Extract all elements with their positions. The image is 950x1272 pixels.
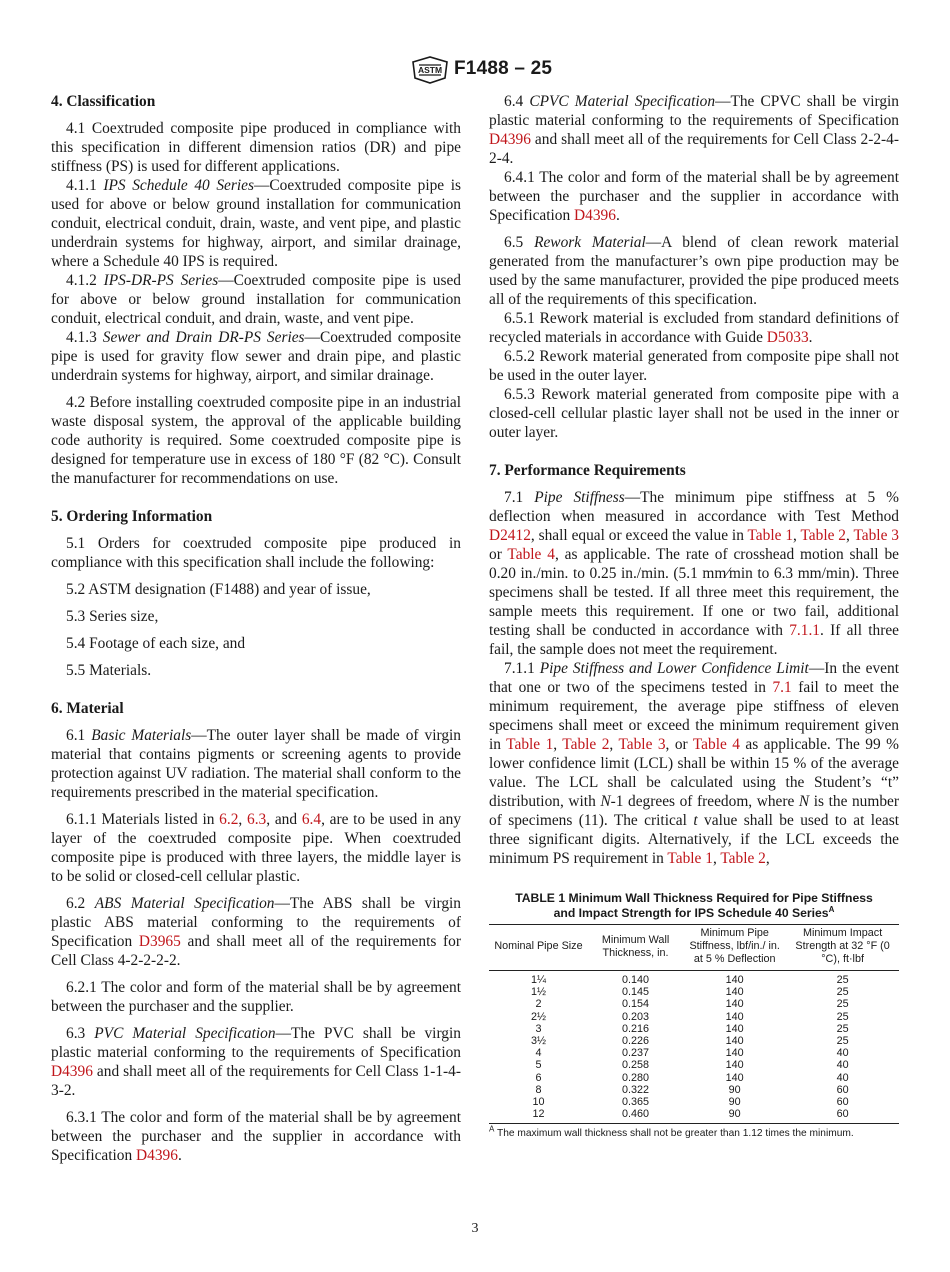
table-cell: 8 — [535, 1083, 542, 1096]
table-1 — [489, 924, 899, 1124]
table-cell: 60 — [836, 1096, 849, 1109]
table-cell: 3½ — [530, 1035, 546, 1048]
page-number: 3 — [471, 1221, 479, 1236]
table-cell: 140 — [725, 1035, 744, 1048]
ref-link-table-4[interactable]: Table 4 — [692, 736, 740, 753]
table-cell: 0.140 — [622, 974, 650, 986]
astm-logo-icon — [410, 56, 450, 84]
table-cell: 0.322 — [622, 1083, 650, 1096]
table-cell: 40 — [836, 1047, 849, 1060]
table-cell: 25 — [836, 1010, 849, 1023]
table-cell: 2 — [535, 998, 542, 1011]
ref-link-7-1[interactable]: 7.1 — [772, 679, 792, 696]
table-1-body — [489, 971, 899, 1124]
table-1-footnote: $^A$ The maximum wall thickness shall not be greater than 1.12 times the minimum. — [489, 1125, 854, 1140]
table-cell: 12 — [489, 1108, 588, 1124]
table-row — [489, 998, 899, 1010]
table-cell: 60 — [836, 1083, 849, 1096]
section-7-heading: 7. Performance Requirements — [489, 462, 686, 479]
paragraph-4-2: 4.2 Before installing coextruded composite pipe in an industrial waste disposal system, the approval of the applicable building code authority is required. Some coextruded composite pipe is designed for temperature use in excess of 180 °F (82 °C). Consult the manufacturer for recommendations on use. — [51, 394, 461, 487]
table-cell: 140 — [725, 1059, 744, 1072]
section-4-heading: 4. Classification — [51, 93, 156, 110]
ref-link-table-3[interactable]: Table 3 — [853, 527, 899, 544]
table-row — [489, 1059, 899, 1071]
table-row — [489, 1072, 899, 1084]
table-cell: 90 — [728, 1083, 741, 1096]
table-row — [489, 1096, 899, 1108]
paragraph-6-2: 6.2 ABS Material Specification—The ABS shall be virgin plastic ABS material conforming to the requirements of Specification D3965 and shall meet all of the requirements for Cell Class 4-2-2-2-2. — [51, 895, 462, 969]
table-row — [489, 986, 899, 998]
table-cell: 0.216 — [622, 1022, 650, 1035]
paragraph-5-2: 5.2 ASTM designation (F1488) and year of issue, — [66, 581, 371, 598]
table-row — [489, 1108, 899, 1124]
ref-link-table-1[interactable]: Table 1 — [667, 850, 713, 867]
document-designation: F1488 – 25 — [454, 58, 553, 79]
paragraph-7-1-1: 7.1.1 Pipe Stiffness and Lower Confidence Limit—In the event that one or two of the specimens tested in 7.1 fail to meet the minimum requirement, the average pipe stiffness of eleven specimens shall meet or exceed the minimum requirement given in Table 1, Table 2, Table 3, or Table 4 as applicable. The 99 % lower confidence limit (LCL) shall be within 15 % of the average value. The LCL shall be calculated using the Student’s “t” distribution, with N-1 degrees of freedom, where N is the number of specimens (11). The critical t value shall be used to at least three significant digits. Alternatively, if the LCL exceeds the minimum PS requirement in Table 1, Table 2, — [489, 660, 899, 867]
ref-link-table-2[interactable]: Table 2 — [720, 850, 766, 867]
table-cell: 140 — [725, 1010, 744, 1023]
section-6-heading: 6. Material — [51, 700, 124, 717]
table-cell: 40 — [836, 1059, 849, 1072]
right-column — [489, 92, 899, 1140]
column-header: Minimum Pipe Stiffness, lbf/in./ in. at 5 % Deflection — [683, 925, 786, 971]
table-cell: 140 — [725, 998, 744, 1011]
paragraph-5-5: 5.5 Materials. — [66, 662, 152, 679]
ref-link-table-3[interactable]: Table 3 — [618, 736, 666, 753]
table-cell: 140 — [725, 1071, 744, 1084]
ref-link-table-1[interactable]: Table 1 — [506, 736, 554, 753]
table-cell: 0.280 — [622, 1071, 650, 1084]
table-cell: 0.365 — [622, 1096, 650, 1109]
page-header — [0, 56, 950, 86]
left-column — [51, 92, 461, 1165]
table-cell: 140 — [725, 1047, 744, 1060]
paragraph-6-5-2: 6.5.2 Rework material generated from composite pipe shall not be used in the outer layer. — [489, 348, 899, 384]
table-cell: 25 — [836, 1022, 849, 1035]
ref-link-6-3[interactable]: 6.3 — [247, 811, 267, 828]
column-header: Minimum Impact Strength at 32 °F (0 °C), ft·lbf — [786, 925, 899, 971]
table-cell: 6 — [535, 1071, 542, 1084]
ref-link-table-2[interactable]: Table 2 — [800, 527, 846, 544]
ref-link-6-2[interactable]: 6.2 — [219, 811, 239, 828]
paragraph-5-1: 5.1 Orders for coextruded composite pipe produced in compliance with this specification shall include the following: — [51, 535, 461, 571]
table-cell: 0.226 — [622, 1035, 650, 1048]
paragraph-6-5-3: 6.5.3 Rework material generated from composite pipe with a closed-cell cellular plastic layer shall not be used in the inner or outer layer. — [489, 386, 899, 441]
table-cell: 90 — [728, 1096, 741, 1109]
table-cell: 25 — [836, 974, 849, 986]
paragraph-4-1-1: 4.1.1 IPS Schedule 40 Series—Coextruded composite pipe is used for above or below ground installation for communication conduit, electrical conduit, drain, waste, and vent pipe, and plastic underdrain systems for highway, airport, and similar drainage, where a Schedule 40 IPS is required. — [51, 177, 461, 270]
ref-link-d3965[interactable]: D3965 — [138, 933, 181, 950]
paragraph-4-1-3: 4.1.3 Sewer and Drain DR-PS Series—Coextruded composite pipe is used for gravity flow sewer and drain pipe, and plastic underdrain systems for highway, airport, and similar drainage. — [51, 329, 461, 384]
table-cell: 3 — [535, 1022, 542, 1035]
table-header-row — [489, 925, 899, 971]
paragraph-6-1: 6.1 Basic Materials—The outer layer shall be made of virgin material that contains pigments or screening agents to provide protection against UV radiation. The material shall conform to the requirements prescribed in the material specification. — [51, 727, 461, 801]
table-cell: 2½ — [530, 1010, 546, 1023]
ref-link-table-4[interactable]: Table 4 — [507, 546, 555, 563]
table-cell: 140 — [725, 974, 744, 986]
paragraph-6-1-1: 6.1.1 Materials listed in 6.2, 6.3, and 6.4, are to be used in any layer of the coextruded composite pipe. When coextruded composite pipe is produced with three layers, the middle layer is to be solid or closed-cell cellular plastic. — [51, 811, 462, 885]
paragraph-7-1: 7.1 Pipe Stiffness—The minimum pipe stiffness at 5 % deflection when measured in accordance with Test Method D2412, shall equal or exceed the value in Table 1, Table 2, Table 3 or Table 4, as applicable. The rate of crosshead motion shall be 0.20 in./min. to 0.25 in./min. (5.1 mm⁄min to 6.3 mm/min). Three specimens shall be tested. If all three meet this requirement, the sample meets this requirement. If one or two fail, additional testing shall be conducted in accordance with 7.1.1. If all three fail, the sample does not meet the requirement. — [489, 489, 899, 658]
ref-link-d5033[interactable]: D5033 — [766, 329, 809, 346]
ref-link-d4396[interactable]: D4396 — [574, 207, 616, 224]
svg-text:ASTM: ASTM — [417, 65, 443, 75]
table-cell: 0.460 — [588, 1108, 683, 1124]
ref-link-table-1[interactable]: Table 1 — [747, 527, 794, 544]
table-cell: 5 — [535, 1059, 542, 1072]
table-cell: 4 — [535, 1047, 542, 1060]
table-row — [489, 1011, 899, 1023]
table-cell: 140 — [725, 1022, 744, 1035]
table-cell: 0.237 — [622, 1047, 650, 1060]
table-row — [489, 971, 899, 987]
ref-link-d4396[interactable]: D4396 — [489, 131, 531, 148]
paragraph-4-1-2: 4.1.2 IPS-DR-PS Series—Coextruded composite pipe is used for above or below ground installation for communication conduit, electrical conduit, and drain, waste, and vent pipe. — [51, 272, 461, 327]
table-row — [489, 1047, 899, 1059]
paragraph-6-5: 6.5 Rework Material—A blend of clean rework material generated from the manufacturer’s own pipe production may be used by the same manufacturer, provided the pipe produced meets all of the requirements of this specification. — [489, 234, 899, 308]
table-row — [489, 1084, 899, 1096]
table-row — [489, 1023, 899, 1035]
table-cell: 25 — [836, 998, 849, 1011]
ref-link-d4396[interactable]: D4396 — [136, 1147, 178, 1164]
column-header: Nominal Pipe Size — [489, 925, 588, 971]
table-cell: 25 — [836, 1035, 849, 1048]
table-cell: 90 — [683, 1108, 786, 1124]
paragraph-5-4: 5.4 Footage of each size, and — [66, 635, 246, 652]
paragraph-6-2-1: 6.2.1 The color and form of the material shall be by agreement between the purchaser and the supplier. — [51, 979, 461, 1015]
table-cell: 1½ — [530, 986, 546, 999]
table-cell: 10 — [532, 1096, 545, 1109]
paragraph-4-1: 4.1 Coextruded composite pipe produced in compliance with this specification in different dimension ratios (DR) and pipe stiffness (PS) is used for different applications. — [51, 120, 461, 175]
ref-link-7-1-1[interactable]: 7.1.1 — [789, 622, 820, 639]
column-header: Minimum Wall Thickness, in. — [588, 925, 683, 971]
paragraph-5-3: 5.3 Series size, — [66, 608, 159, 625]
table-row — [489, 1035, 899, 1047]
paragraph-6-4: 6.4 CPVC Material Specification—The CPVC shall be virgin plastic material conforming to the requirements of Specification D4396 and shall meet all of the requirements for Cell Class 2-2-4-2-4. — [489, 93, 899, 167]
table-cell: 60 — [786, 1108, 899, 1124]
ref-link-table-2[interactable]: Table 2 — [562, 736, 610, 753]
table-cell: 0.258 — [622, 1059, 650, 1072]
table-1-caption: TABLE 1 Minimum Wall Thickness Required for Pipe Stiffness and Impact Strength for IPS Schedule 40 Series$^A$ — [515, 891, 873, 920]
table-cell: 140 — [725, 986, 744, 999]
paragraph-6-4-1: 6.4.1 The color and form of the material shall be by agreement between the purchaser and the supplier in accordance with Specification D4396. — [489, 169, 899, 224]
table-cell: 25 — [836, 986, 849, 999]
ref-link-d2412[interactable]: D2412 — [489, 527, 531, 544]
section-5-heading: 5. Ordering Information — [51, 508, 213, 525]
paragraph-6-3-1: 6.3.1 The color and form of the material shall be by agreement between the purchaser and the supplier in accordance with Specification D4396. — [51, 1109, 461, 1164]
paragraph-6-5-1: 6.5.1 Rework material is excluded from standard definitions of recycled materials in accordance with Guide D5033. — [489, 310, 899, 346]
table-cell: 0.154 — [622, 998, 650, 1011]
ref-link-6-4[interactable]: 6.4 — [301, 811, 322, 828]
table-cell: 1¼ — [530, 974, 546, 986]
table-cell: 40 — [836, 1071, 849, 1084]
paragraph-6-3: 6.3 PVC Material Specification—The PVC shall be virgin plastic material conforming to the requirements of Specification D4396 and shall meet all of the requirements for Cell Class 1-1-4-3-2. — [51, 1025, 461, 1099]
ref-link-d4396[interactable]: D4396 — [51, 1063, 93, 1080]
table-cell: 0.203 — [622, 1010, 650, 1023]
table-cell: 0.145 — [622, 986, 650, 999]
